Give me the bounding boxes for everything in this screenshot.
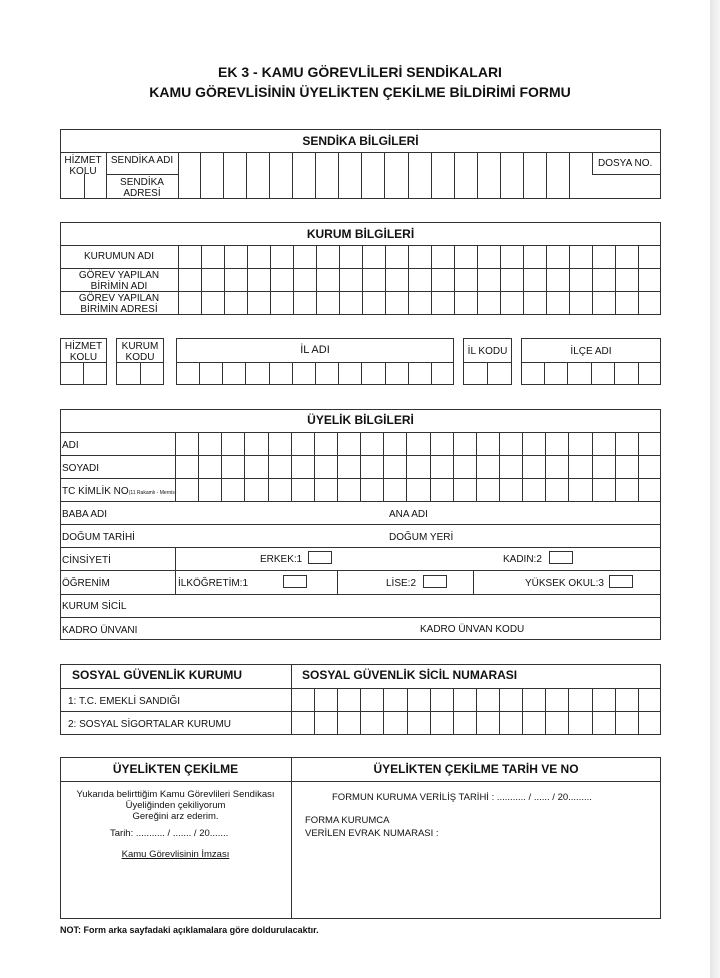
tc-kimlik-note: (11 Rakamlı - Mernis) — [128, 490, 177, 496]
cell-divider — [337, 432, 338, 501]
cell-divider — [175, 432, 176, 501]
uyelik-heading: ÜYELİK BİLGİLERİ — [307, 413, 414, 427]
gorev-birim-adresi-label: GÖREV YAPILAN BİRİMİN ADRESİ — [78, 293, 160, 315]
cell-divider — [269, 152, 270, 199]
cekilme-text-3: Gereğini arz ederim. — [132, 811, 219, 822]
kurumun-adi-label: KURUMUN ADI — [83, 251, 154, 262]
cell-divider — [383, 432, 384, 501]
sendika-adresi-label: SENDİKA ADRESİ — [120, 177, 164, 199]
cell-divider — [270, 245, 271, 315]
cell-divider — [477, 152, 478, 199]
cell-divider — [245, 362, 246, 385]
cell-divider — [453, 432, 454, 501]
cell-divider — [638, 432, 639, 501]
kurum-sicil-label: KURUM SİCİL — [62, 601, 127, 612]
sgk-option-2: 2: SOSYAL SİGORTALAR KURUMU — [68, 719, 232, 730]
adi-label: ADI — [62, 440, 79, 451]
ilkogretim-checkbox[interactable] — [283, 575, 307, 588]
cell-divider — [431, 362, 432, 385]
form-title-line1: EK 3 - KAMU GÖREVLİLERİ SENDİKALARI — [218, 64, 502, 80]
cell-divider — [338, 362, 339, 385]
cell-divider — [268, 432, 269, 501]
cekilme-heading-right: ÜYELİKTEN ÇEKİLME TARİH VE NO — [373, 762, 579, 776]
cell-divider — [569, 152, 570, 199]
cell-divider — [591, 362, 592, 385]
kod-hizmet-kolu-label: HİZMET KOLU — [64, 341, 103, 363]
cell-divider — [246, 152, 247, 199]
cell-divider — [430, 688, 431, 735]
cell-divider — [408, 245, 409, 315]
cell-divider — [454, 245, 455, 315]
cell-divider — [454, 152, 455, 199]
cell-divider — [546, 245, 547, 315]
evrak-no-label: VERİLEN EVRAK NUMARASI : — [305, 828, 439, 839]
kadro-unvani-label: KADRO ÜNVANI — [62, 625, 138, 636]
cell-divider — [315, 152, 316, 199]
cell-divider — [198, 432, 199, 501]
cell-divider — [361, 362, 362, 385]
tc-kimlik-no-label: TC KİMLİK NO(11 Rakamlı - Mernis) — [62, 486, 177, 497]
cell-divider — [500, 152, 501, 199]
cell-divider — [546, 152, 547, 199]
cell-divider — [638, 245, 639, 315]
sendika-heading: SENDİKA BİLGİLERİ — [302, 134, 419, 148]
cell-divider — [316, 245, 317, 315]
cell-divider — [545, 688, 546, 735]
baba-adi-label: BABA ADI — [62, 509, 108, 520]
cell-divider — [544, 362, 545, 385]
cell-divider — [567, 362, 568, 385]
cell-divider — [201, 245, 202, 315]
cell-divider — [522, 688, 523, 735]
cell-divider — [223, 152, 224, 199]
cell-divider — [477, 245, 478, 315]
cell-divider — [431, 245, 432, 315]
page-edge-shadow — [710, 0, 720, 978]
kadin-checkbox[interactable] — [549, 551, 573, 564]
cinsiyeti-label: CİNSİYETİ — [62, 555, 111, 566]
dogum-tarihi-label: DOĞUM TARİHİ — [62, 532, 135, 543]
cell-divider — [360, 432, 361, 501]
cekilme-text-2: Üyeliğinden çekiliyorum — [125, 800, 226, 811]
cell-divider — [385, 245, 386, 315]
cell-divider — [315, 362, 316, 385]
cell-divider — [500, 245, 501, 315]
kurum-kodu-label: KURUM KODU — [121, 341, 159, 363]
cell-divider — [568, 688, 569, 735]
dosya-no-label: DOSYA NO. — [598, 158, 653, 169]
cell-divider — [476, 688, 477, 735]
cell-divider — [361, 152, 362, 199]
il-adi-label: İL ADI — [300, 344, 330, 356]
yuksek-okul-checkbox[interactable] — [609, 575, 633, 588]
cell-divider — [292, 362, 293, 385]
cell-divider — [222, 362, 223, 385]
cell-divider — [592, 432, 593, 501]
cell-divider — [615, 688, 616, 735]
cell-divider — [522, 432, 523, 501]
ana-adi-label: ANA ADI — [389, 509, 428, 520]
cell-divider — [408, 362, 409, 385]
cell-divider — [408, 152, 409, 199]
cell-divider — [385, 362, 386, 385]
cell-divider — [339, 245, 340, 315]
cell-divider — [523, 152, 524, 199]
cell-divider — [291, 432, 292, 501]
form-note: NOT: Form arka sayfadaki açıklamalara göre doldurulacaktır. — [60, 925, 319, 935]
cell-divider — [224, 245, 225, 315]
lise-label: LİSE:2 — [386, 578, 417, 589]
cell-divider — [431, 152, 432, 199]
lise-checkbox[interactable] — [423, 575, 447, 588]
sgk-heading-right: SOSYAL GÜVENLİK SİCİL NUMARASI — [302, 668, 518, 682]
cell-divider — [384, 152, 385, 199]
cekilme-text-1: Yukarıda belirttiğim Kamu Görevlileri Sendikası — [76, 789, 275, 800]
ogrenim-label: ÖĞRENİM — [62, 578, 110, 589]
cell-divider — [269, 362, 270, 385]
cell-divider — [200, 152, 201, 199]
cell-divider — [221, 432, 222, 501]
soyadi-label: SOYADI — [62, 463, 100, 474]
cell-divider — [291, 688, 292, 735]
kadro-unvan-kodu-label: KADRO ÜNVAN KODU — [420, 624, 525, 635]
cell-divider — [569, 245, 570, 315]
gorev-birim-adi-label: GÖREV YAPILAN BİRİMİN ADI — [78, 270, 160, 292]
cell-divider — [638, 362, 639, 385]
sgk-heading-left: SOSYAL GÜVENLİK KURUMU — [72, 668, 243, 682]
cell-divider — [338, 152, 339, 199]
cell-divider — [292, 152, 293, 199]
cell-divider — [314, 432, 315, 501]
erkek-checkbox[interactable] — [308, 551, 332, 564]
cell-divider — [244, 432, 245, 501]
sendika-adi-label: SENDİKA ADI — [110, 155, 174, 166]
yuksek-okul-label: YÜKSEK OKUL:3 — [525, 578, 604, 589]
cell-divider — [499, 432, 500, 501]
ilce-adi-label: İLÇE ADI — [570, 346, 612, 357]
cell-divider — [523, 245, 524, 315]
cell-divider — [453, 688, 454, 735]
cell-divider — [592, 688, 593, 735]
kadin-label: KADIN:2 — [503, 554, 542, 565]
cell-divider — [383, 688, 384, 735]
cell-divider — [407, 688, 408, 735]
il-kodu-label: İL KODU — [467, 346, 508, 357]
cell-divider — [592, 245, 593, 315]
cell-divider — [337, 688, 338, 735]
erkek-label: ERKEK:1 — [260, 554, 303, 565]
cell-divider — [199, 362, 200, 385]
cell-divider — [615, 245, 616, 315]
cekilme-heading-left: ÜYELİKTEN ÇEKİLME — [112, 762, 239, 776]
verilis-tarihi-label: FORMUN KURUMA VERİLİŞ TARİHİ : ........... / ...... / 20......... — [332, 792, 592, 803]
form-title-line2: KAMU GÖREVLİSİNİN ÜYELİKTEN ÇEKİLME BİLDİRİMİ FORMU — [149, 84, 571, 100]
cell-divider — [499, 688, 500, 735]
sendika-hizmet-kolu-label: HİZMET KOLU — [64, 155, 102, 177]
cell-divider — [314, 688, 315, 735]
cell-divider — [360, 688, 361, 735]
dogum-yeri-label: DOĞUM YERİ — [389, 532, 454, 543]
forma-kurumca-label: FORMA KURUMCA — [305, 815, 390, 826]
cell-divider — [545, 432, 546, 501]
cell-divider — [247, 245, 248, 315]
imza-label: Kamu Görevlisinin İmzası — [121, 849, 230, 860]
cell-divider — [293, 245, 294, 315]
cell-divider — [568, 432, 569, 501]
cell-divider — [476, 432, 477, 501]
cekilme-tarih: Tarih: ........... / ....... / 20....... — [110, 828, 229, 839]
kurum-heading: KURUM BİLGİLERİ — [306, 227, 415, 241]
sgk-option-1: 1: T.C. EMEKLİ SANDIĞI — [68, 696, 181, 707]
ilkogretim-label: İLKÖĞRETİM:1 — [178, 578, 249, 589]
cell-divider — [615, 432, 616, 501]
cell-divider — [406, 432, 407, 501]
cell-divider — [614, 362, 615, 385]
cell-divider — [362, 245, 363, 315]
cell-divider — [430, 432, 431, 501]
cell-divider — [638, 688, 639, 735]
